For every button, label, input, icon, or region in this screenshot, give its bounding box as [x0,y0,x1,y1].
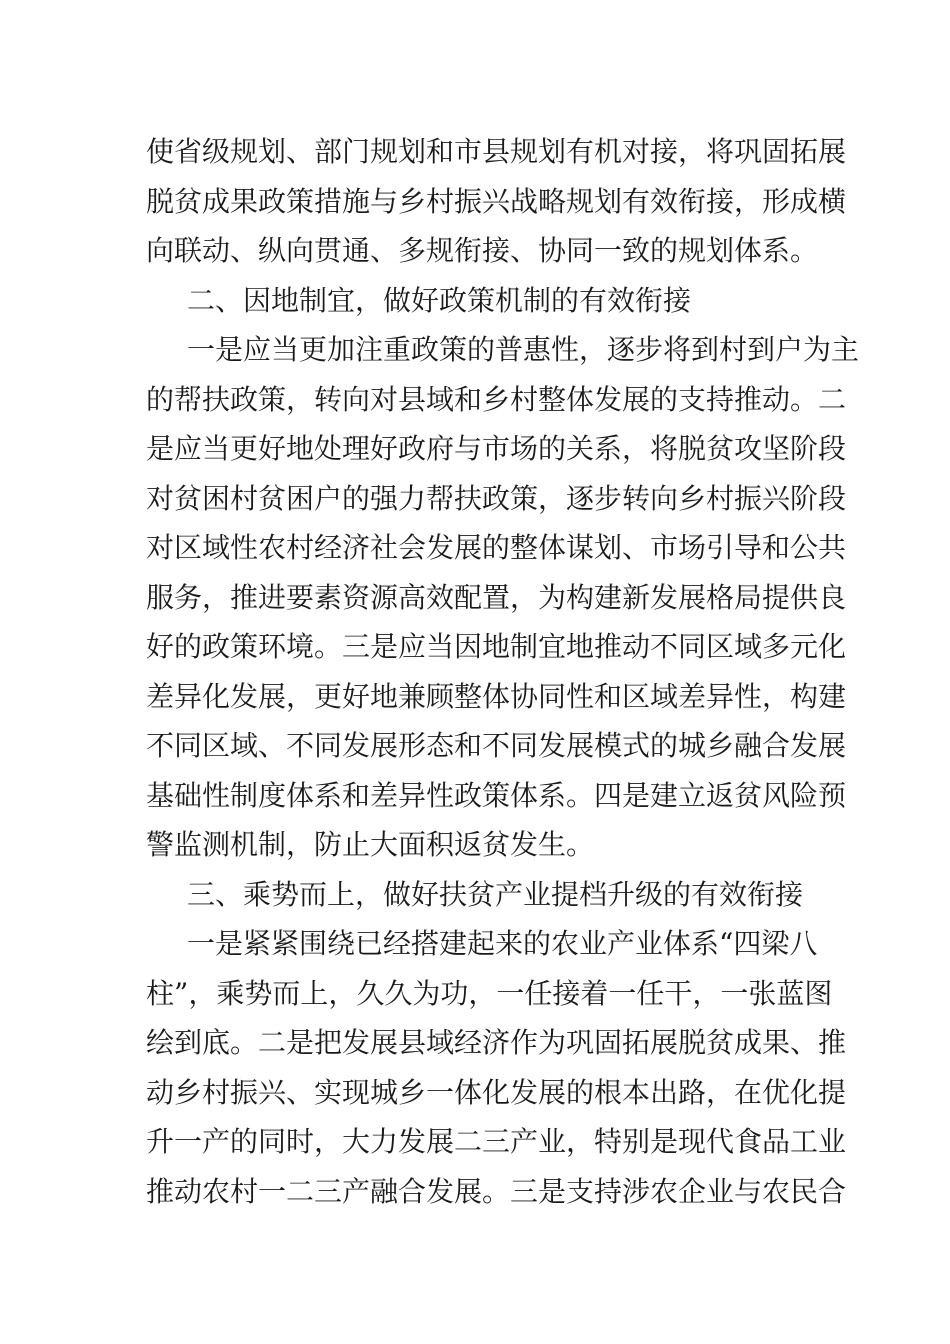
document-body [146,127,860,1216]
text-line: 绘到底。二是把发展县域经济作为巩固拓展脱贫成果、推 [146,1026,847,1059]
text-line: 的帮扶政策，转向对县域和乡村整体发展的支持推动。二 [146,382,847,416]
text-line: 脱贫成果政策措施与乡村振兴战略规划有效衔接，形成横 [146,184,847,218]
text-line: 推动农村一二三产融合发展。三是支持涉农企业与农民合 [146,1174,847,1208]
text-line: 一是紧紧围绕已经搭建起来的农业产业体系“四梁八 [187,927,818,960]
text-line: 升一产的同时，大力发展二三产业，特别是现代食品工业 [146,1125,847,1158]
section-heading: 二、因地制宜，做好政策机制的有效衔接 [187,283,692,317]
text-line: 服务，推进要素资源高效配置，为构建新发展格局提供良 [146,580,847,614]
text-line: 是应当更好地处理好政府与市场的关系，将脱贫攻坚阶段 [146,432,847,465]
text-line: 不同区域、不同发展形态和不同发展模式的城乡融合发展 [146,729,847,762]
text-line: 基础性制度体系和差异性政策体系。四是建立返贫风险预 [146,778,847,812]
text-line: 对区域性农村经济社会发展的整体谋划、市场引导和公共 [146,531,847,564]
text-line: 差异化发展，更好地兼顾整体协同性和区域差异性，构建 [146,679,847,713]
text-line: 向联动、纵向贯通、多规衔接、协同一致的规划体系。 [146,234,819,267]
text-line: 对贫困村贫困户的强力帮扶政策，逐步转向乡村振兴阶段 [146,481,847,515]
text-line: 使省级规划、部门规划和市县规划有机对接，将巩固拓展 [146,135,847,168]
text-line: 动乡村振兴、实现城乡一体化发展的根本出路，在优化提 [146,1075,847,1109]
text-line: 好的政策环境。三是应当因地制宜地推动不同区域多元化 [146,630,847,663]
section-heading: 三、乘势而上，做好扶贫产业提档升级的有效衔接 [187,877,804,911]
text-line: 柱”，乘势而上，久久为功，一任接着一任干，一张蓝图 [146,976,833,1010]
text-line: 一是应当更加注重政策的普惠性，逐步将到村到户为主 [187,333,860,366]
text-line: 警监测机制，防止大面积返贫发生。 [146,828,595,861]
